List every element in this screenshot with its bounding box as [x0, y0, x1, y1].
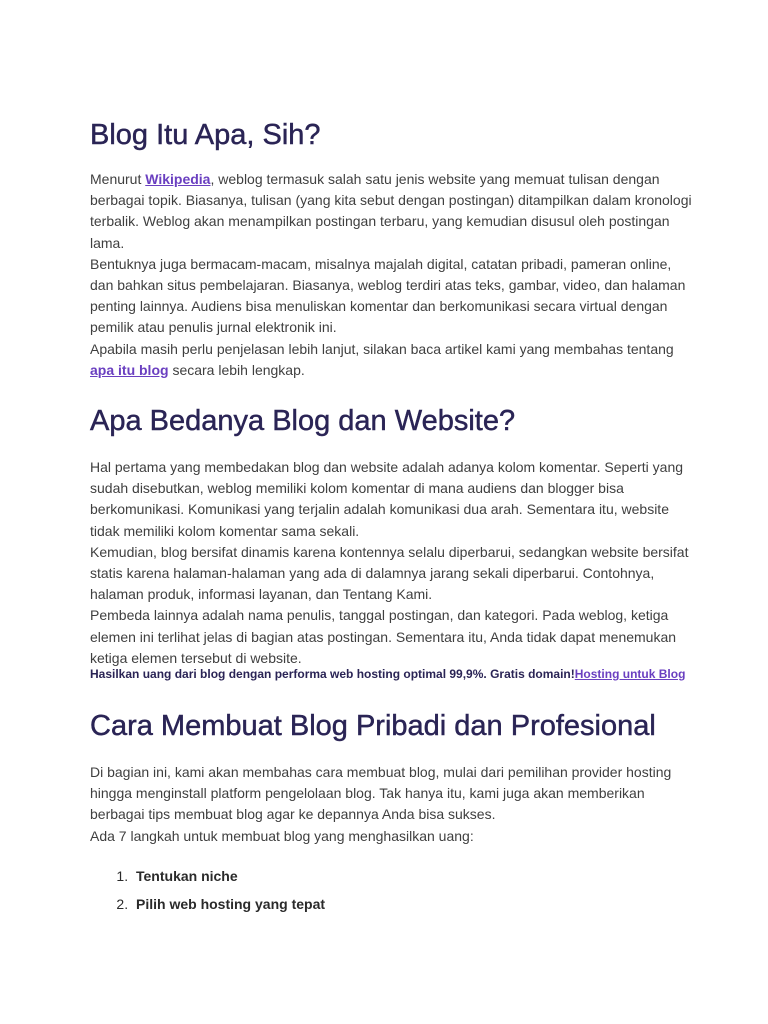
list-item: [132, 867, 698, 885]
text: Menurut: [90, 171, 146, 187]
paragraph-metadata: Pembeda lainnya adalah nama penulis, tanggal postingan, dan kategori. Pada weblog, ketiga elemen ini terlihat jelas di bagian atas postingan. Sementara itu, Anda tidak dapat menemukan ketiga elemen tersebut di website.: [90, 607, 677, 666]
list-item: [132, 895, 698, 913]
step-label: Tentukan niche: [136, 867, 238, 884]
wikipedia-link[interactable]: Wikipedia: [145, 171, 211, 187]
promo-banner: [90, 667, 698, 682]
steps-list: [90, 867, 698, 913]
paragraph-intro: Di bagian ini, kami akan membahas cara membuat blog, mulai dari pemilihan provider hosting hingga menginstall platform pengelolaan blog. Tak hanya itu, kami juga akan memberikan berbagai tips membuat blog agar ke depannya Anda bisa sukses.: [90, 764, 672, 823]
paragraph-steps-intro: Ada 7 langkah untuk membuat blog yang menghasilkan uang:: [90, 827, 474, 844]
paragraph-dynamic-static: Kemudian, blog bersifat dinamis karena kontennya selalu diperbarui, sedangkan website bersifat statis karena halaman-halaman yang ada di dalamnya jarang sekali diperbarui. Contohnya, halaman produk, informasi layanan, dan Tentang Kami.: [90, 543, 689, 603]
paragraph-comments: Hal pertama yang membedakan blog dan website adalah adanya kolom komentar. Seperti yang sudah disebutkan, weblog memiliki kolom komentar di mana audiens dan blogger bisa berkomunikasi. Komunikasi yang terjalin adalah komunikasi dua arah. Sementara itu, website tidak memiliki kolom komentar sama sekali.: [90, 459, 684, 539]
text: , weblog termasuk salah satu jenis website yang memuat tulisan dengan berbagai topik. Biasanya, tulisan (yang kita sebut dengan postingan) ditampilkan dalam kronologi terbalik. Weblog akan menampilkan postingan terbaru, yang kemudian disusul oleh postingan lama.: [90, 171, 692, 251]
hosting-untuk-blog-link[interactable]: Hosting untuk Blog: [574, 667, 686, 682]
apa-itu-blog-link[interactable]: apa itu blog: [90, 361, 169, 378]
step-label: Pilih web hosting yang tepat: [136, 895, 326, 912]
heading-blog-itu-apa: Blog Itu Apa, Sih?: [90, 119, 321, 151]
heading-blog-vs-website: Apa Bedanya Blog dan Website?: [90, 405, 516, 438]
paragraph-definition: [90, 169, 698, 254]
promo-text: Hasilkan uang dari blog dengan performa web hosting optimal 99,9%. Gratis domain!: [90, 667, 575, 682]
text: Apabila masih perlu penjelasan lebih lanjut, silakan baca artikel kami yang membahas tentang: [90, 340, 674, 357]
paragraph-forms: Bentuknya juga bermacam-macam, misalnya majalah digital, catatan pribadi, pameran online, dan bahkan situs pembelajaran. Biasanya, weblog terdiri atas teks, gambar, video, dan halaman penting lainnya. Audiens bisa menuliskan komentar dan berkomunikasi secara virtual dengan pemilik atau penulis jurnal elektronik ini.: [90, 255, 686, 336]
text: secara lebih lengkap.: [168, 361, 305, 378]
paragraph-further-reading: [90, 339, 698, 381]
heading-cara-membuat-blog: Cara Membuat Blog Pribadi dan Profesional: [90, 710, 656, 743]
